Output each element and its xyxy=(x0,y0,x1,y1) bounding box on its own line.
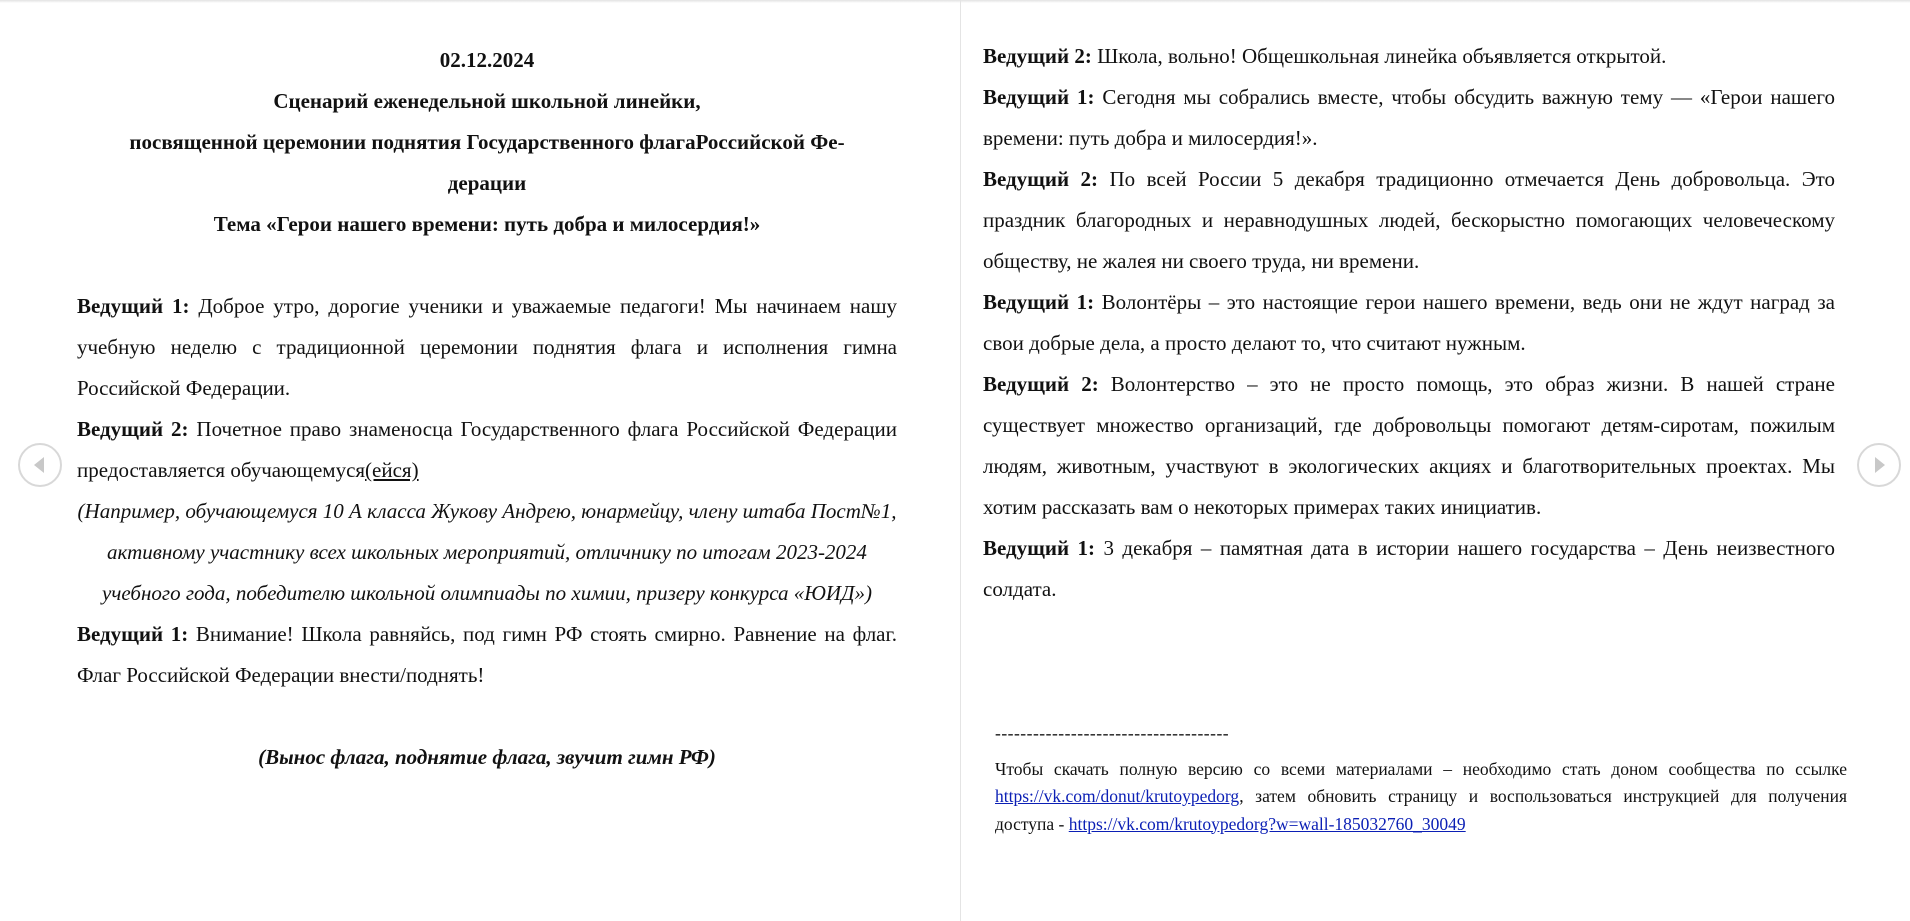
speaker-label: Ведущий 1: xyxy=(983,85,1095,109)
footnote-text-before: Чтобы скачать полную версию со всеми материалами – необходимо стать доном сообщества по ссылке xyxy=(995,758,1847,779)
paragraph-text: 3 декабря – памятная дата в истории нашего государства – День неизвестного солдата. xyxy=(983,536,1835,601)
underlined-suffix: (ейся) xyxy=(365,458,419,482)
paragraph-right-2 xyxy=(983,77,1835,159)
paragraph-text: Волонтерство – это не просто помощь, это образ жизни. В нашей стране существует множество организаций, где добровольцы помогают детям-сиротам, пожилым людям, животным, участвуют в экологических акциях и благотворительных проектах. Мы хотим рассказать вам о некоторых примерах таких инициатив. xyxy=(983,372,1835,519)
paragraph-host1-attention xyxy=(77,614,897,696)
speaker-label: Ведущий 2: xyxy=(77,417,189,441)
footnote-separator: ------------------------------------- xyxy=(995,723,1230,743)
paragraph-text: Доброе утро, дорогие ученики и уважаемые педагоги! Мы начинаем нашу учебную неделю с традиционной церемонии поднятия флага и исполнения гимна Российской Федерации. xyxy=(77,294,897,400)
footnote-text xyxy=(995,756,1847,839)
paragraph-text: Сегодня мы собрались вместе, чтобы обсудить важную тему — «Герои нашего времени: путь добра и милосердия!». xyxy=(983,85,1835,150)
speaker-label: Ведущий 2: xyxy=(983,372,1099,396)
speaker-label: Ведущий 2: xyxy=(983,167,1099,191)
paragraph-host1-greeting xyxy=(77,286,897,409)
wall-post-link[interactable]: https://vk.com/krutoypedorg?w=wall-185032760_30049 xyxy=(1068,813,1466,834)
stage-direction: (Вынос флага, поднятие флага, звучит гимн РФ) xyxy=(258,745,716,769)
previous-page-button[interactable] xyxy=(18,443,62,487)
chevron-left-icon xyxy=(20,445,60,485)
paragraph-text: Волонтёры – это настоящие герои нашего времени, ведь они не ждут наград за свои добрые дела, а просто делают то, что считают нужным. xyxy=(983,290,1835,355)
footnote xyxy=(995,720,1847,838)
spacer xyxy=(77,696,897,737)
paragraph-text: Школа, вольно! Общешкольная линейка объявляется открытой. xyxy=(1091,44,1667,68)
speaker-label: Ведущий 2: xyxy=(983,44,1092,68)
speaker-label: Ведущий 1: xyxy=(983,536,1096,560)
donut-link[interactable]: https://vk.com/donut/krutoypedorg xyxy=(995,786,1240,806)
document-title-line-2: посвященной церемонии поднятия Государственного флагаРоссийской Фе- xyxy=(129,130,845,154)
paragraph-right-3 xyxy=(983,159,1835,282)
left-page-content xyxy=(77,40,897,778)
example-note: (Например, обучающемуся 10 А класса Жукову Андрею, юнармейцу, члену штаба Пост№1, активному участнику всех школьных мероприятий, отличнику по итогам 2023-2024 учебного года, победителю школьной олимпиады по химии, призеру конкурса «ЮИД») xyxy=(77,499,897,605)
paragraph-host2-flagbearer xyxy=(77,409,897,491)
next-page-button[interactable] xyxy=(1857,443,1901,487)
paragraph-right-5 xyxy=(983,364,1835,528)
right-page-content xyxy=(983,36,1835,610)
paragraph-text: Почетное право знаменосца Государственного флага Российской Федерации предоставляется обучающемуся xyxy=(77,417,897,482)
footnote-text-middle: , затем обновить страницу и воспользоваться инструкцией для получения доступа - xyxy=(995,786,1847,834)
document-title-line-1: Сценарий еженедельной школьной линейки, xyxy=(273,89,701,113)
speaker-label: Ведущий 1: xyxy=(983,290,1095,314)
document-date: 02.12.2024 xyxy=(439,48,535,72)
document-theme: Тема «Герои нашего времени: путь добра и милосердия!» xyxy=(213,212,761,236)
document-title-line-3: дерации xyxy=(447,171,527,195)
speaker-label: Ведущий 1: xyxy=(77,622,189,646)
spacer xyxy=(77,245,897,286)
paragraph-right-6 xyxy=(983,528,1835,610)
paragraph-text: Внимание! Школа равняйсь, под гимн РФ стоять смирно. Равнение на флаг. Флаг Российской Федерации внести/поднять! xyxy=(77,622,897,687)
chevron-right-icon xyxy=(1859,445,1899,485)
paragraph-right-1 xyxy=(983,36,1835,77)
right-page xyxy=(961,0,1910,921)
speaker-label: Ведущий 1: xyxy=(77,294,190,318)
paragraph-text: По всей России 5 декабря традиционно отмечается День добровольца. Это праздник благородных и неравнодушных людей, бескорыстно помогающих человеческому обществу, не жалея ни своего труда, ни времени. xyxy=(983,167,1835,273)
paragraph-right-4 xyxy=(983,282,1835,364)
